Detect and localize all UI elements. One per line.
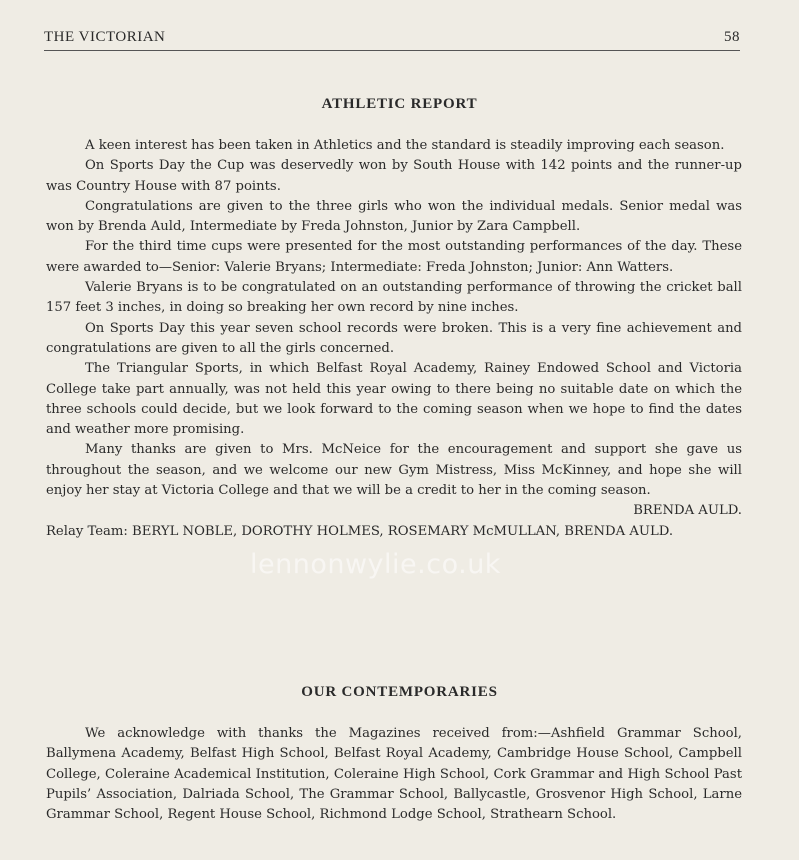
paragraph: Congratulations are given to the three girls who won the individual medals. Senior medal was won by Brenda Auld, Intermediate by Freda Johnston, Junior by Zara Campbell. xyxy=(46,198,742,235)
page-number: 58 xyxy=(724,29,740,45)
relay-team: Relay Team: BERYL NOBLE, DOROTHY HOLMES, ROSEMARY McMULLAN, BRENDA AULD. xyxy=(46,523,674,539)
paragraph: A keen interest has been taken in Athletics and the standard is steadily improving each season. xyxy=(85,138,725,153)
watermark: lennonwylie.co.uk xyxy=(250,549,501,580)
paragraph: Valerie Bryans is to be congratulated on an outstanding performance of throwing the cricket ball 157 feet 3 inches, in doing so breaking her own record by nine inches. xyxy=(46,280,742,316)
paragraph: Many thanks are given to Mrs. McNeice for the encouragement and support she gave us throughout the season, and we welcome our new Gym Mistress, Miss McKinney, and hope she will enjoy her stay at Victoria College and that we will be a credit to her in the coming season. xyxy=(46,442,742,499)
paragraph: We acknowledge with thanks the Magazines received from:—Ashfield Grammar School, Ballymena Academy, Belfast High School, Belfast Royal Academy, Cambridge House School, Campbell College, Coleraine Academical Institution, Coleraine High School, Cork Grammar and High School Past Pupils’ Association, Dalriada School, The Grammar School, Ballycastle, Grosvenor High School, Larne Grammar School, Regent House School, Richmond Lodge School, Strathearn School. xyxy=(46,726,742,823)
paragraph: On Sports Day this year seven school records were broken. This is a very fine achievement and congratulations are given to all the girls concerned. xyxy=(46,320,742,356)
paragraph: For the third time cups were presented for the most outstanding performances of the day. These were awarded to—Senior: Valerie Bryans; Intermediate: Freda Johnston; Junior: Ann Watters. xyxy=(46,239,742,275)
magazine-title: THE VICTORIAN xyxy=(44,29,166,45)
report-signature: BRENDA AULD. xyxy=(633,503,742,519)
contemporaries-body xyxy=(46,724,742,825)
paragraph: The Triangular Sports, in which Belfast Royal Academy, Rainey Endowed School and Victoria College take part annually, was not held this year owing to there being no suitable date on which the three schools could decide, but we look forward to the coming season when we hope to find the dates and weather more promising. xyxy=(46,361,742,438)
running-head xyxy=(44,29,740,46)
contemporaries-heading: OUR CONTEMPORARIES xyxy=(301,684,498,700)
header-rule xyxy=(44,50,740,51)
athletic-report-body xyxy=(46,136,742,542)
paragraph: On Sports Day the Cup was deservedly won by South House with 142 points and the runner-up was Country House with 87 points. xyxy=(46,158,742,194)
athletic-report-heading: ATHLETIC REPORT xyxy=(321,96,478,112)
